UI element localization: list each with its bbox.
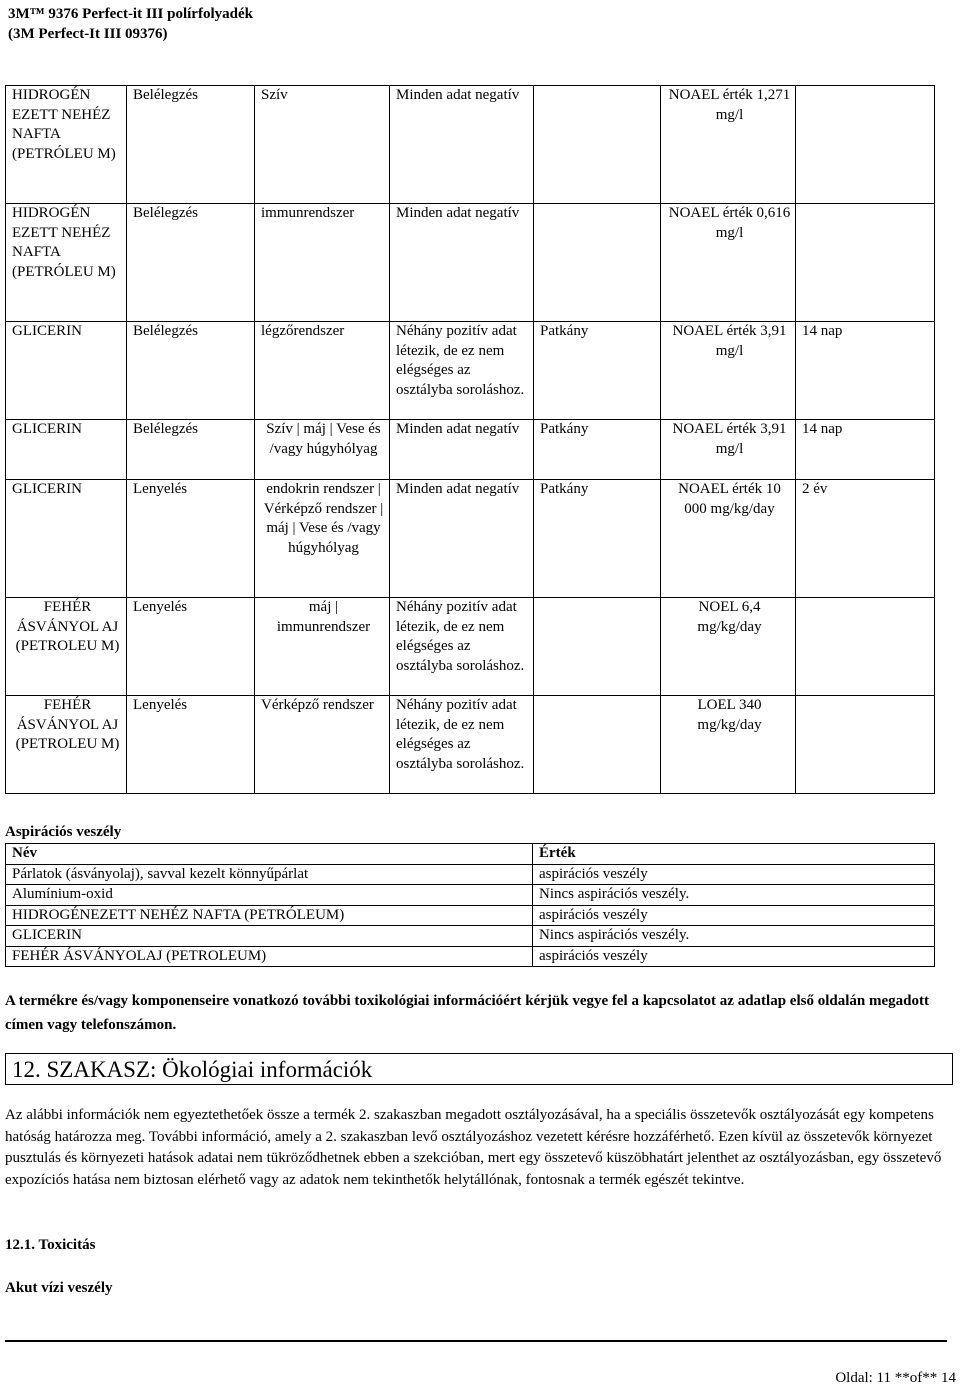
cell-route: Belélegzés: [127, 204, 255, 322]
cell-value: NOAEL érték 10 000 mg/kg/day: [661, 480, 796, 598]
cell-duration: 2 év: [796, 480, 935, 598]
cell-duration: [796, 696, 935, 794]
cell-name: GLICERIN: [6, 926, 533, 947]
document-header: [8, 4, 253, 44]
cell-value: NOAEL érték 3,91 mg/l: [661, 322, 796, 420]
cell-value: NOAEL érték 0,616 mg/l: [661, 204, 796, 322]
cell-substance: GLICERIN: [6, 420, 127, 480]
cell-duration: [796, 598, 935, 696]
cell-substance: HIDROGÉN EZETT NEHÉZ NAFTA (PETRÓLEU M): [6, 204, 127, 322]
product-title: 3M™ 9376 Perfect-it III polírfolyadék: [8, 6, 253, 22]
cell-route: Belélegzés: [127, 420, 255, 480]
cell-route: Lenyelés: [127, 696, 255, 794]
cell-organ: Vérképző rendszer: [255, 696, 390, 794]
contact-note: A termékre és/vagy komponenseire vonatkozó további toxikológiai információért kérjük vegye fel a kapcsolatot az adatlap első oldalán megadott címen vagy telefonszámon.: [5, 993, 929, 1033]
cell-species: [534, 598, 661, 696]
cell-name: HIDROGÉNEZETT NEHÉZ NAFTA (PETRÓLEUM): [6, 905, 533, 926]
page-number: Oldal: 11 **of** 14: [835, 1370, 956, 1386]
cell-result: Néhány pozitív adat létezik, de ez nem elégséges az osztályba soroláshoz.: [390, 322, 534, 420]
cell-duration: 14 nap: [796, 322, 935, 420]
cell-species: Patkány: [534, 480, 661, 598]
section-heading: 12. SZAKASZ: Ökológiai információk: [5, 1053, 953, 1085]
cell-substance: GLICERIN: [6, 322, 127, 420]
cell-species: [534, 204, 661, 322]
section-paragraph: Az alábbi információk nem egyeztethetőek össze a termék 2. szakaszban megadott osztályozásával, ha a speciális összetevők osztályozását egy kompetens hatóság határozza meg. További információ, amely a 2. szakaszban levő osztályozáshoz vezetett kérésre hozzáférhető. Ezen kívül az összetevők környezet pusztulás és környezeti hatások adatai nem tükröződhetnek ebben a szekcióban, mert egy összetevő küszöbhatárt jelenthet az osztályozásban, egy összetevő expozíciós hatása nem biztosan elérhető vagy az adatok nem tekinthetők helytállónak, fontosnak a termék egészét tekintve.: [5, 1107, 942, 1188]
cell-organ: Szív | máj | Vese és /vagy húgyhólyag: [255, 420, 390, 480]
cell-value: aspirációs veszély: [533, 946, 935, 967]
cell-organ: Szív: [255, 86, 390, 204]
table-row: [6, 322, 935, 420]
cell-result: Néhány pozitív adat létezik, de ez nem elégséges az osztályba soroláshoz.: [390, 598, 534, 696]
cell-value: NOAEL érték 1,271 mg/l: [661, 86, 796, 204]
footer-divider: [5, 1340, 947, 1342]
toxicity-table: [5, 85, 935, 794]
cell-value: aspirációs veszély: [533, 905, 935, 926]
cell-result: Néhány pozitív adat létezik, de ez nem elégséges az osztályba soroláshoz.: [390, 696, 534, 794]
cell-duration: 14 nap: [796, 420, 935, 480]
cell-route: Lenyelés: [127, 480, 255, 598]
cell-result: Minden adat negatív: [390, 204, 534, 322]
column-header-value: Érték: [533, 844, 935, 865]
cell-value: Nincs aspirációs veszély.: [533, 885, 935, 906]
table-row: [6, 946, 935, 967]
product-subtitle: (3M Perfect-It III 09376): [8, 26, 168, 42]
cell-organ: légzőrendszer: [255, 322, 390, 420]
cell-name: FEHÉR ÁSVÁNYOLAJ (PETROLEUM): [6, 946, 533, 967]
cell-value: NOEL 6,4 mg/kg/day: [661, 598, 796, 696]
aspiration-title: Aspirációs veszély: [5, 824, 122, 840]
cell-species: Patkány: [534, 322, 661, 420]
table-row: [6, 864, 935, 885]
cell-duration: [796, 86, 935, 204]
cell-value: aspirációs veszély: [533, 864, 935, 885]
cell-duration: [796, 204, 935, 322]
table-row: [6, 480, 935, 598]
cell-value: LOEL 340 mg/kg/day: [661, 696, 796, 794]
cell-substance: GLICERIN: [6, 480, 127, 598]
cell-species: [534, 696, 661, 794]
table-row: [6, 926, 935, 947]
table-row: [6, 420, 935, 480]
cell-species: Patkány: [534, 420, 661, 480]
subsection-heading-acute: Akut vízi veszély: [5, 1280, 113, 1296]
cell-route: Lenyelés: [127, 598, 255, 696]
cell-substance: FEHÉR ÁSVÁNYOL AJ (PETROLEU M): [6, 598, 127, 696]
cell-route: Belélegzés: [127, 86, 255, 204]
cell-organ: endokrin rendszer | Vérképző rendszer | máj | Vese és /vagy húgyhólyag: [255, 480, 390, 598]
table-row: [6, 696, 935, 794]
table-header-row: [6, 844, 935, 865]
column-header-name: Név: [6, 844, 533, 865]
cell-result: Minden adat negatív: [390, 86, 534, 204]
cell-name: Párlatok (ásványolaj), savval kezelt könnyűpárlat: [6, 864, 533, 885]
cell-result: Minden adat negatív: [390, 420, 534, 480]
table-row: [6, 598, 935, 696]
subsection-heading-toxicity: 12.1. Toxicitás: [5, 1237, 96, 1253]
cell-result: Minden adat negatív: [390, 480, 534, 598]
cell-value: Nincs aspirációs veszély.: [533, 926, 935, 947]
table-row: [6, 885, 935, 906]
table-row: [6, 204, 935, 322]
cell-route: Belélegzés: [127, 322, 255, 420]
cell-value: NOAEL érték 3,91 mg/l: [661, 420, 796, 480]
cell-substance: FEHÉR ÁSVÁNYOL AJ (PETROLEU M): [6, 696, 127, 794]
cell-species: [534, 86, 661, 204]
cell-substance: HIDROGÉN EZETT NEHÉZ NAFTA (PETRÓLEU M): [6, 86, 127, 204]
table-row: [6, 86, 935, 204]
cell-organ: immunrendszer: [255, 204, 390, 322]
aspiration-table: [5, 843, 935, 967]
cell-name: Alumínium-oxid: [6, 885, 533, 906]
cell-organ: máj | immunrendszer: [255, 598, 390, 696]
table-row: [6, 905, 935, 926]
